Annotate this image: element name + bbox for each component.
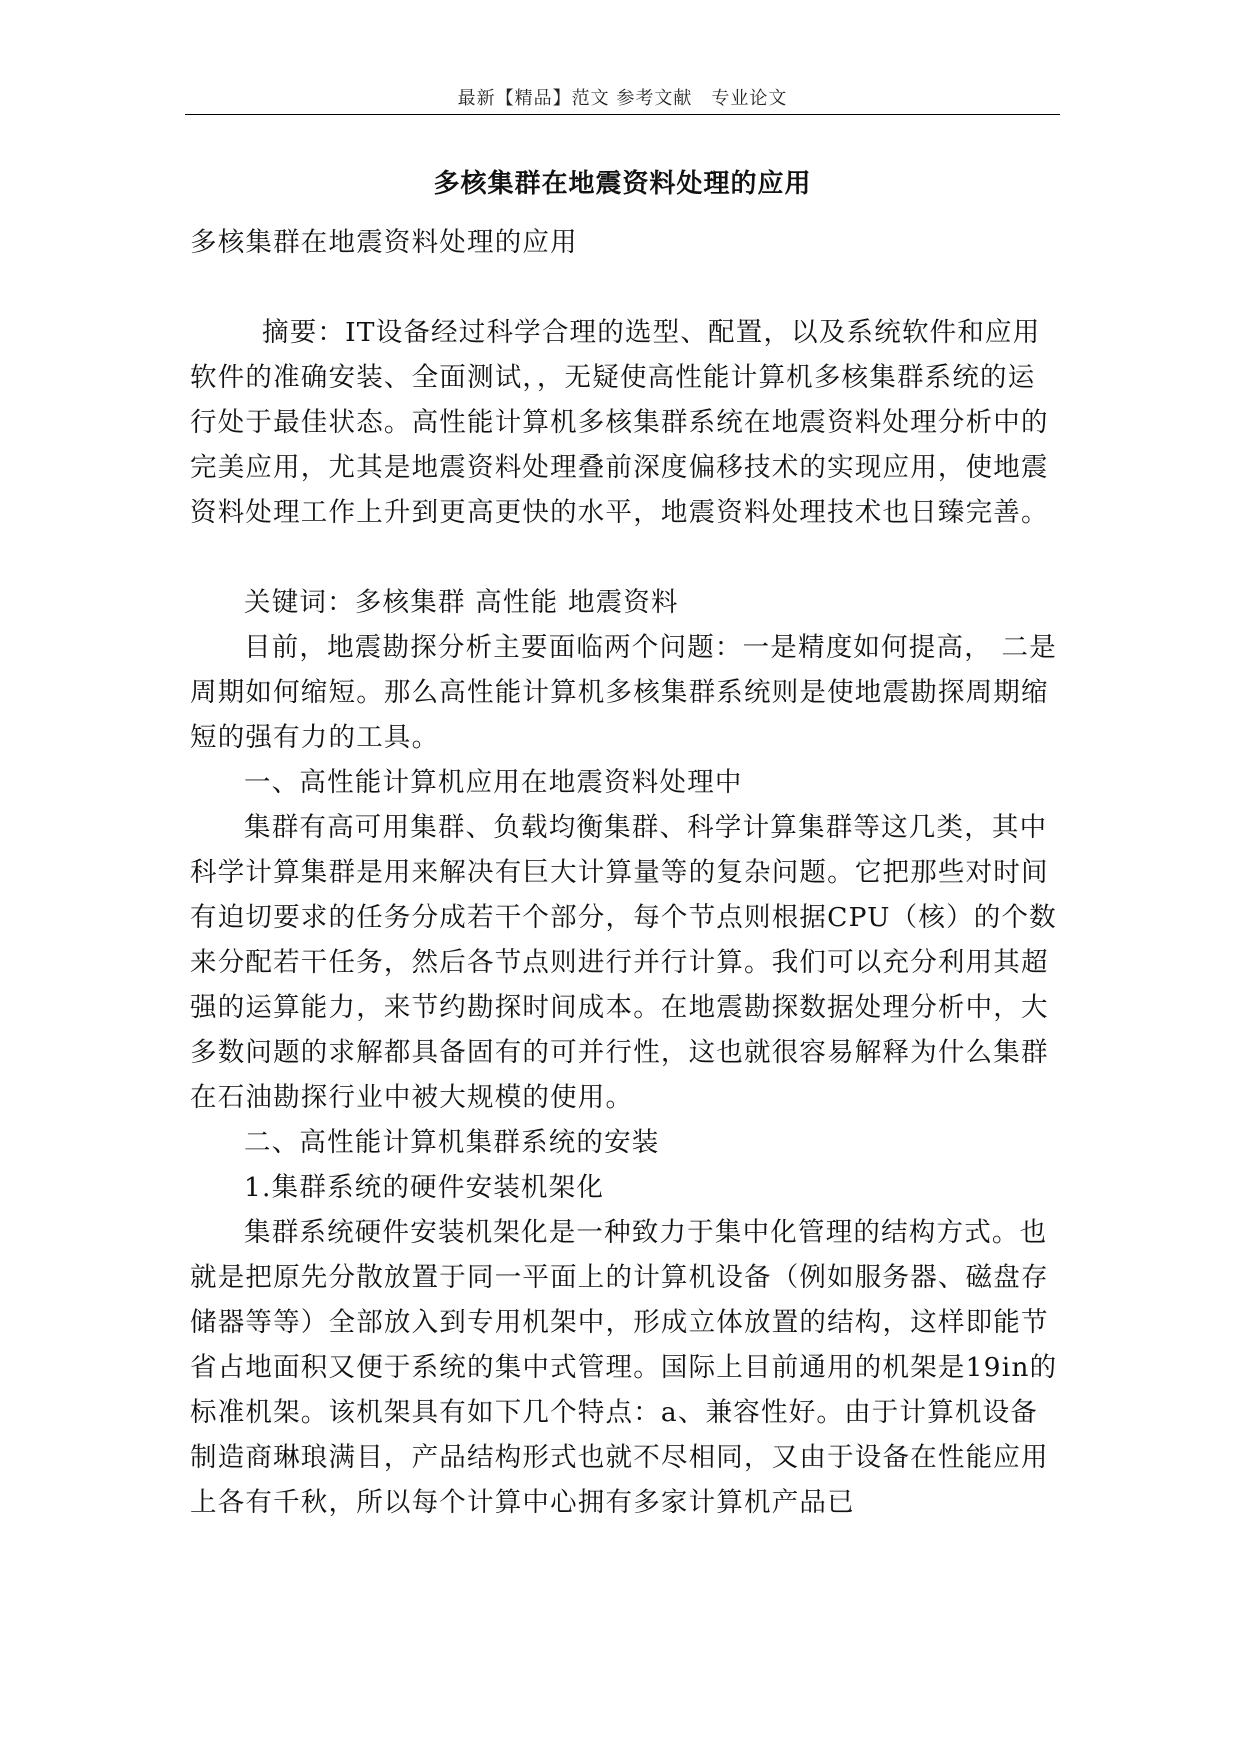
body-paragraph: 集群有高可用集群、负载均衡集群、科学计算集群等这几类，其中科学计算集群是用来解决有巨大计算量等的复杂问题。它把那些对时间有迫切要求的任务分成若干个部分，每个节点则根据CPU（核）的个数来分配若干任务，然后各节点则进行并行计算。我们可以充分利用其超强的运算能力，来节约勘探时间成本。在地震勘探数据处理分析中，大多数问题的求解都具备固有的可并行性，这也就很容易解释为什么集群在石油勘探行业中被大规模的使用。 <box>190 812 1057 1113</box>
document-subtitle: 多核集群在地震资料处理的应用 <box>190 227 578 258</box>
section-heading: 一、高性能计算机应用在地震资料处理中 <box>244 767 743 798</box>
header-divider <box>185 114 1060 115</box>
page-header: 最新【精品】范文 参考文献 专业论文 <box>457 88 788 109</box>
abstract-paragraph: 摘要：IT设备经过科学合理的选型、配置，以及系统软件和应用软件的准确安装、全面测试，，无疑使高性能计算机多核集群系统的运行处于最佳状态。高性能计算机多核集群系统在地震资料处理分析中的完美应用，尤其是地震资料处理叠前深度偏移技术的实现应用，使地震资料处理工作上升到更高更快的水平，地震资料处理技术也日臻完善。 <box>190 317 1049 528</box>
body-paragraph: 集群系统硬件安装机架化是一种致力于集中化管理的结构方式。也就是把原先分散放置于同一平面上的计算机设备（例如服务器、磁盘存储器等等）全部放入到专用机架中，形成立体放置的结构，这样即能节省占地面积又便于系统的集中式管理。国际上目前通用的机架是19in的标准机架。该机架具有如下几个特点：a、兼容性好。由于计算机设备制造商琳琅满目，产品结构形式也就不尽相同，又由于设备在性能应用上各有千秋，所以每个计算中心拥有多家计算机产品已 <box>190 1217 1058 1518</box>
section-heading: 二、高性能计算机集群系统的安装 <box>244 1127 660 1158</box>
document-title: 多核集群在地震资料处理的应用 <box>433 169 812 199</box>
subsection-heading: 1.集群系统的硬件安装机架化 <box>244 1172 605 1203</box>
body-paragraph: 目前，地震勘探分析主要面临两个问题：一是精度如何提高， 二是周期如何缩短。那么高性能计算机多核集群系统则是使地震勘探周期缩短的强有力的工具。 <box>190 632 1057 753</box>
document-body <box>190 220 1060 1525</box>
keywords-line: 关键词：多核集群 高性能 地震资料 <box>244 587 679 618</box>
